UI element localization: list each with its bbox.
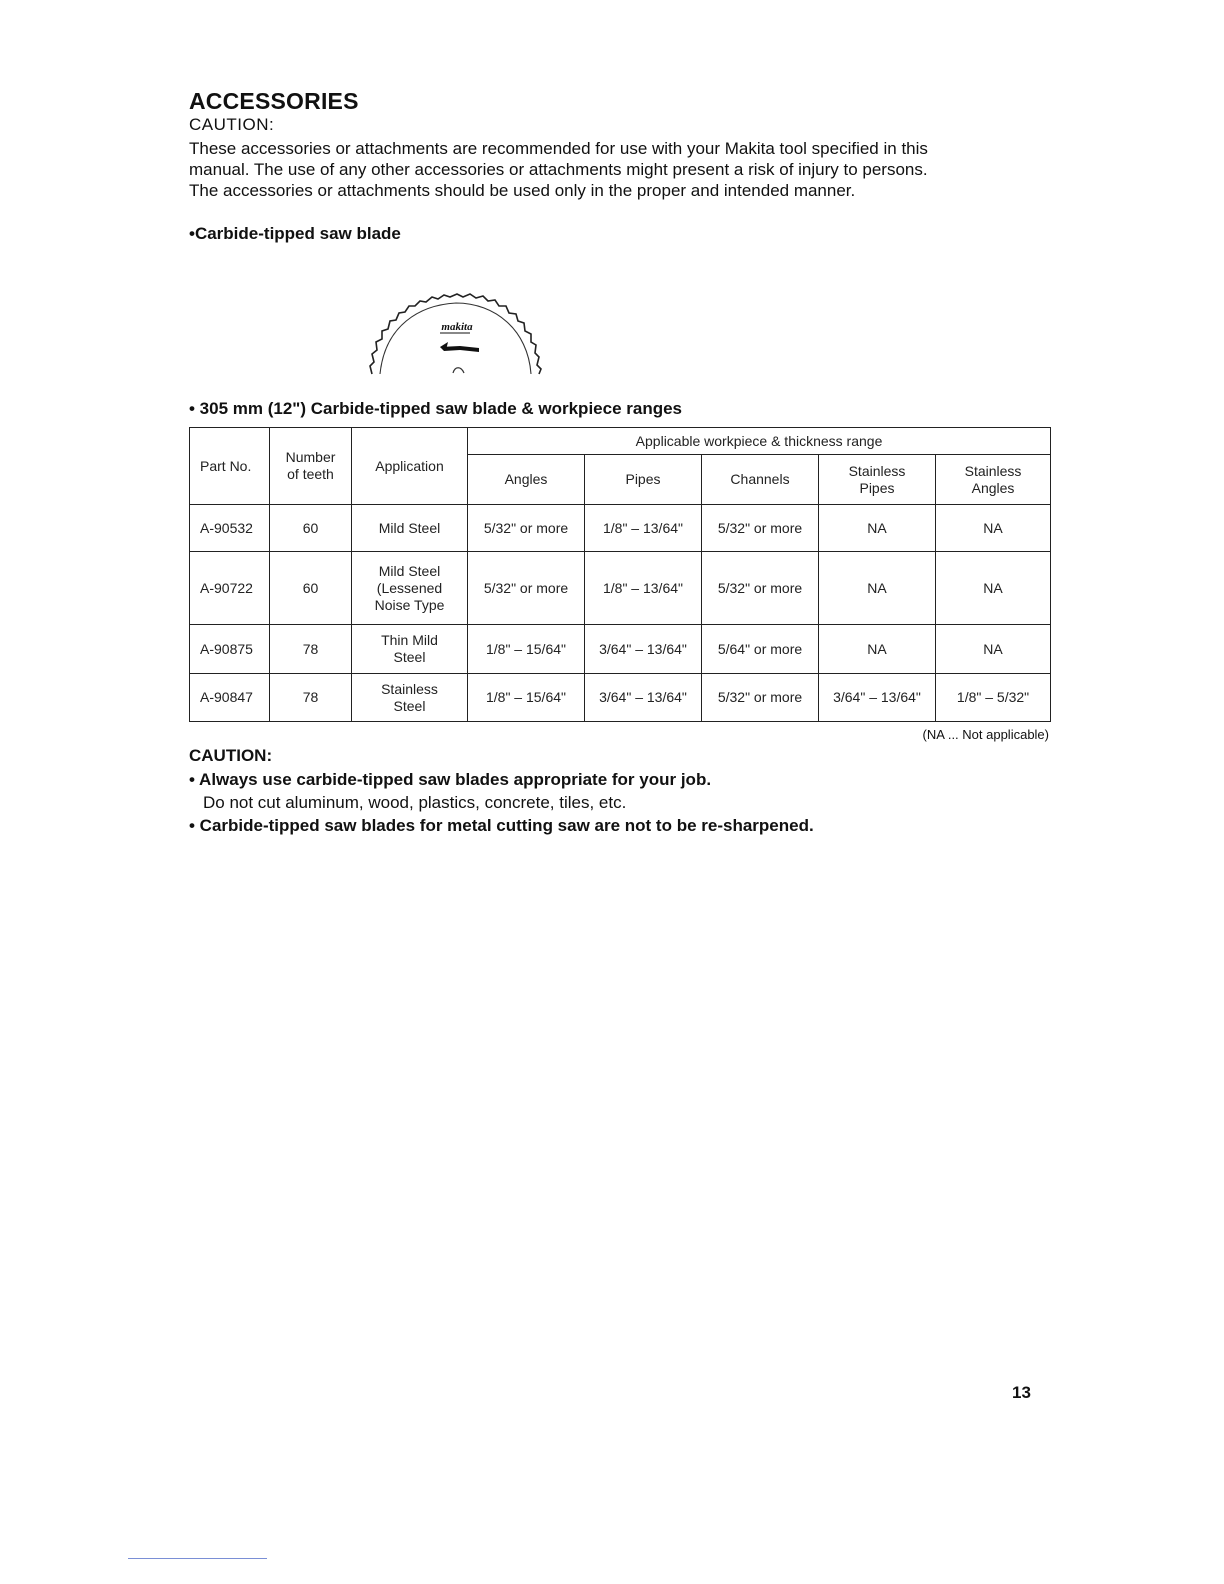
cell-angles: 5/32" or more: [468, 552, 585, 625]
cell-channels: 5/32" or more: [702, 674, 819, 722]
cell-angles: 1/8" – 15/64": [468, 625, 585, 674]
cell-channels: 5/32" or more: [702, 505, 819, 552]
cell-application: Mild Steel (Lessened Noise Type: [352, 552, 468, 625]
blade-heading: •Carbide-tipped saw blade: [189, 224, 401, 243]
cell-angles: 5/32" or more: [468, 505, 585, 552]
cell-channels: 5/64" or more: [702, 625, 819, 674]
cell-application: Stainless Steel: [352, 674, 468, 722]
cell-stainless-pipes: NA: [819, 625, 936, 674]
cell-teeth: 60: [270, 552, 352, 625]
cell-part-no: A-90722: [190, 552, 270, 625]
intro-line: The accessories or attachments should be used only in the proper and intended manner.: [189, 181, 856, 200]
cell-pipes: 1/8" – 13/64": [585, 505, 702, 552]
cell-stainless-pipes: 3/64" – 13/64": [819, 674, 936, 722]
cell-angles: 1/8" – 15/64": [468, 674, 585, 722]
cell-pipes: 1/8" – 13/64": [585, 552, 702, 625]
table-heading: • 305 mm (12") Carbide-tipped saw blade & workpiece ranges: [189, 399, 682, 418]
blade-inner-arc: [380, 303, 531, 374]
intro-paragraph: [189, 138, 1059, 201]
header-application: Application: [352, 428, 468, 505]
cell-teeth: 78: [270, 625, 352, 674]
arbor-hole-arc: [453, 368, 464, 373]
table-row: [190, 674, 1051, 722]
header-stainless-pipes: Stainless Pipes: [819, 455, 936, 505]
intro-line: manual. The use of any other accessories or attachments might present a risk of injury to persons.: [189, 160, 928, 179]
header-stainless-angles: Stainless Angles: [936, 455, 1051, 505]
saw-blade-illustration: [360, 270, 570, 380]
table-row: [190, 552, 1051, 625]
caution-label: CAUTION:: [189, 115, 275, 134]
header-workpiece-group: Applicable workpiece & thickness range: [468, 428, 1051, 455]
caution-bullet: • Carbide-tipped saw blades for metal cutting saw are not to be re-sharpened.: [189, 816, 814, 835]
cell-stainless-pipes: NA: [819, 505, 936, 552]
caution-heading: CAUTION:: [189, 746, 273, 765]
cell-part-no: A-90875: [190, 625, 270, 674]
header-channels: Channels: [702, 455, 819, 505]
cell-part-no: A-90847: [190, 674, 270, 722]
header-part-no: Part No.: [190, 428, 270, 505]
blade-spec-table: [189, 427, 1051, 722]
cell-stainless-angles: NA: [936, 625, 1051, 674]
cell-stainless-angles: 1/8" – 5/32": [936, 674, 1051, 722]
cell-application: Mild Steel: [352, 505, 468, 552]
header-pipes: Pipes: [585, 455, 702, 505]
footer-divider: [128, 1558, 267, 1559]
table-row: [190, 505, 1051, 552]
cell-channels: 5/32" or more: [702, 552, 819, 625]
cell-stainless-pipes: NA: [819, 552, 936, 625]
caution-bullet-detail: Do not cut aluminum, wood, plastics, concrete, tiles, etc.: [203, 793, 627, 812]
cell-teeth: 60: [270, 505, 352, 552]
header-angles: Angles: [468, 455, 585, 505]
table-header-row: [190, 428, 1051, 455]
table-row: [190, 625, 1051, 674]
intro-line: These accessories or attachments are recommended for use with your Makita tool specified in this: [189, 139, 928, 158]
cell-teeth: 78: [270, 674, 352, 722]
page-title: ACCESSORIES: [189, 88, 359, 114]
cell-stainless-angles: NA: [936, 505, 1051, 552]
na-note: (NA ... Not applicable): [922, 727, 1049, 742]
header-teeth: Number of teeth: [270, 428, 352, 505]
cell-pipes: 3/64" – 13/64": [585, 674, 702, 722]
makita-logo: makita: [441, 321, 473, 333]
caution-bullet: • Always use carbide-tipped saw blades appropriate for your job.: [189, 770, 712, 789]
cell-part-no: A-90532: [190, 505, 270, 552]
cell-stainless-angles: NA: [936, 552, 1051, 625]
cell-pipes: 3/64" – 13/64": [585, 625, 702, 674]
blade-teeth-edge: [370, 294, 541, 374]
page-number: 13: [1012, 1383, 1031, 1402]
cell-application: Thin Mild Steel: [352, 625, 468, 674]
